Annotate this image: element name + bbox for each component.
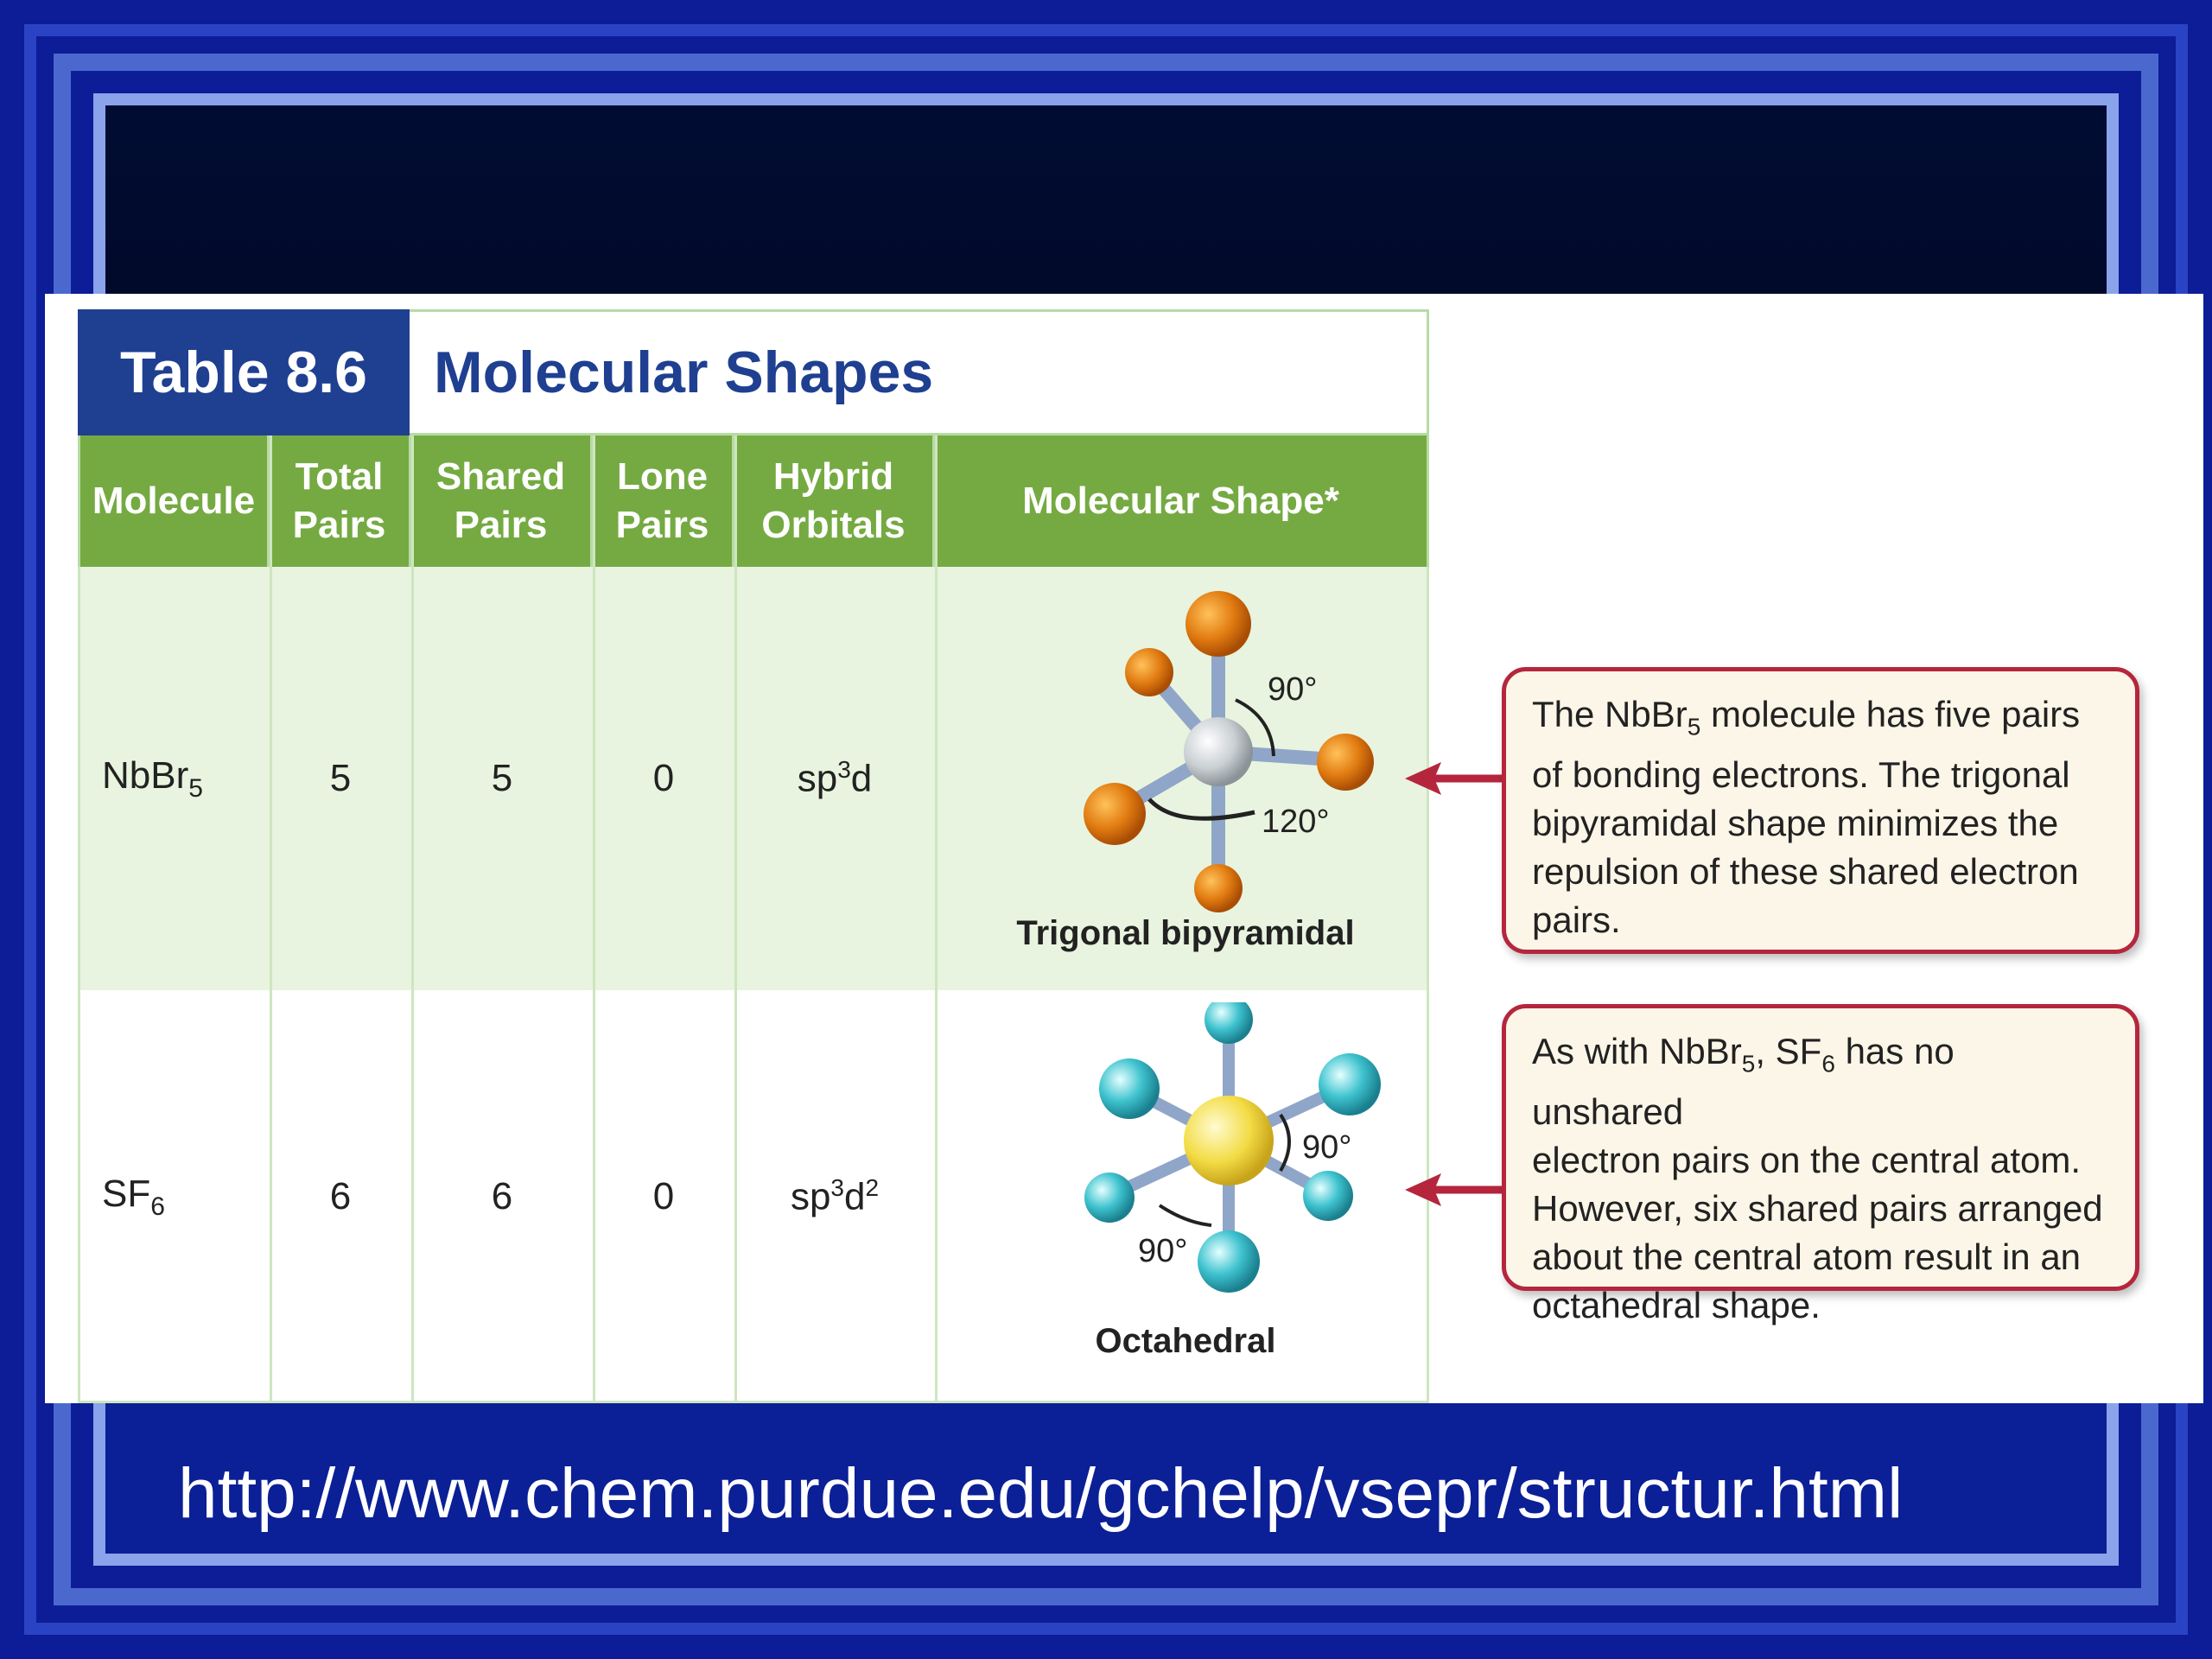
angle-label: 90° bbox=[1138, 1233, 1188, 1269]
angle-label: 90° bbox=[1268, 671, 1318, 708]
bromine-atom bbox=[1084, 783, 1146, 845]
shape-caption: Octahedral bbox=[1095, 1322, 1276, 1360]
header-molecule: Molecule bbox=[78, 435, 270, 567]
bromine-atom bbox=[1317, 734, 1374, 791]
fluorine-atom bbox=[1303, 1171, 1353, 1221]
callout-line: bipyramidal shape minimizes the bbox=[1532, 803, 2059, 844]
header-hybrid-orbitals: Hybrid Orbitals bbox=[734, 435, 935, 567]
table-title: Molecular Shapes bbox=[434, 340, 934, 405]
callout-line: pairs. bbox=[1532, 899, 1621, 941]
octahedral-model bbox=[1013, 1002, 1393, 1331]
table-number-label: Table 8.6 bbox=[78, 309, 410, 435]
fluorine-atom bbox=[1198, 1230, 1260, 1293]
trigonal-bipyramidal-model bbox=[1013, 579, 1393, 950]
callout-nbbr5 bbox=[1502, 667, 2139, 954]
fluorine-atom bbox=[1099, 1058, 1160, 1119]
cell-shared-pairs: 6 bbox=[491, 1175, 513, 1217]
header-shared-pairs: Shared Pairs bbox=[411, 435, 593, 567]
fluorine-atom bbox=[1319, 1053, 1381, 1116]
sulfur-atom bbox=[1184, 1096, 1274, 1185]
callout-line: repulsion of these shared electron bbox=[1532, 851, 2079, 893]
cell-lone-pairs: 0 bbox=[652, 757, 675, 799]
header-total-pairs: Total Pairs bbox=[270, 435, 411, 567]
callout-line: octahedral shape. bbox=[1532, 1285, 1821, 1326]
cell-hybrid-orbitals: $sp^3d$ bbox=[797, 756, 873, 800]
header-lone-pairs: Lone Pairs bbox=[593, 435, 734, 567]
niobium-atom bbox=[1184, 717, 1253, 786]
cell-total-pairs: 6 bbox=[329, 1175, 352, 1217]
cell-molecule: $SF_6$ bbox=[102, 1172, 165, 1221]
callout-line: However, six shared pairs arranged bbox=[1532, 1188, 2103, 1230]
cell-shared-pairs: 5 bbox=[491, 757, 513, 799]
title-band bbox=[105, 105, 2107, 296]
angle-label: 90° bbox=[1302, 1129, 1352, 1166]
callout-line: of bonding electrons. The trigonal bbox=[1532, 754, 2070, 796]
shape-caption: Trigonal bipyramidal bbox=[1016, 914, 1355, 952]
cell-molecule: NbBr$_5$ bbox=[102, 753, 203, 803]
fluorine-atom bbox=[1205, 1002, 1253, 1044]
cell-total-pairs: 5 bbox=[329, 757, 352, 799]
callout-line: electron pairs on the central atom. bbox=[1532, 1140, 2082, 1181]
source-url: http://www.chem.purdue.edu/gchelp/vsepr/structur.html bbox=[178, 1454, 1904, 1533]
callout-arrow bbox=[1405, 1168, 1509, 1211]
bromine-atom bbox=[1194, 864, 1243, 912]
cell-lone-pairs: 0 bbox=[652, 1175, 675, 1217]
callout-line: As with NbBr$_5$, $SF_6$ has no unshared bbox=[1532, 1031, 1955, 1133]
callout-line: about the central atom result in an bbox=[1532, 1236, 2082, 1278]
callout-arrow bbox=[1405, 757, 1509, 800]
fluorine-atom bbox=[1084, 1173, 1135, 1223]
angle-label: 120° bbox=[1262, 804, 1330, 840]
column-divider bbox=[935, 435, 938, 1403]
bromine-atom bbox=[1185, 591, 1251, 657]
callout-sf6 bbox=[1502, 1004, 2139, 1326]
callout-line: The NbBr$_5$ molecule has five pairs bbox=[1532, 694, 2081, 741]
cell-hybrid-orbitals: $sp^3d^2$ bbox=[790, 1174, 880, 1218]
bromine-atom bbox=[1125, 648, 1173, 696]
header-molecular-shape: Molecular Shape* bbox=[935, 435, 1429, 567]
